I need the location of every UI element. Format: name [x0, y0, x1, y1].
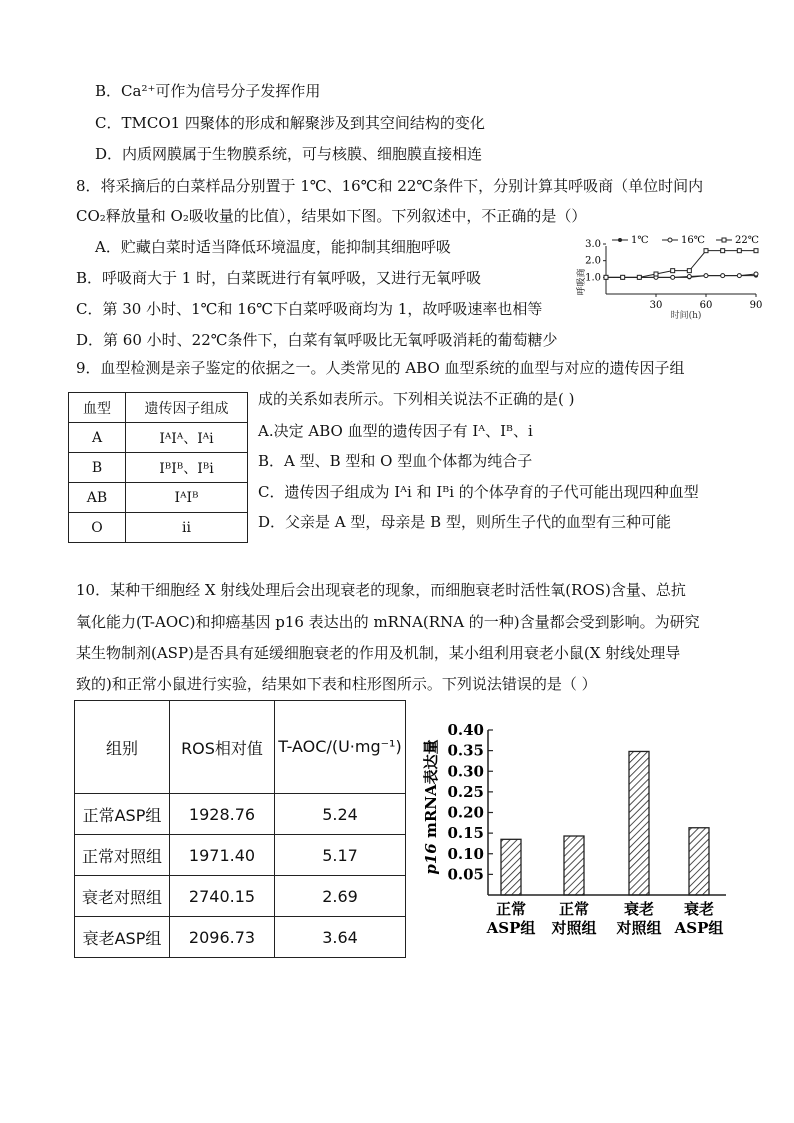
- q9-option-a: A.决定 ABO 血型的遗传因子有 Iᴬ、Iᴮ、i: [258, 422, 533, 440]
- respiratory-quotient-chart: [570, 232, 770, 324]
- table-cell: 正常ASP组: [75, 794, 170, 835]
- q7-option-b: B．Ca²⁺可作为信号分子发挥作用: [95, 82, 321, 100]
- p16-bar: [501, 839, 521, 895]
- q10-stem-line4: 致的)和正常小鼠进行实验，结果如下表和柱形图所示。下列说法错误的是（ ）: [76, 675, 597, 693]
- q9-option-b: B．A 型、B 型和 O 型血个体都为纯合子: [258, 452, 533, 470]
- p16-y-tick-label: 0.10: [447, 844, 484, 863]
- q8-option-d: D．第 60 小时、22℃条件下，白菜有氧呼吸比无氧呼吸消耗的葡萄糖少: [76, 331, 558, 349]
- table-row: [69, 483, 248, 513]
- rq-point: [654, 272, 658, 276]
- rq-point: [737, 274, 741, 278]
- table-cell: 1971.40: [170, 835, 275, 876]
- table-header-row: [69, 393, 248, 423]
- p16-y-tick-label: 0.40: [447, 721, 484, 739]
- rq-point: [604, 275, 608, 279]
- rq-point: [704, 249, 708, 253]
- p16-y-tick-label: 0.05: [447, 865, 484, 884]
- p16-y-tick-label: 0.25: [447, 782, 484, 801]
- table-cell: 5.17: [275, 835, 406, 876]
- table-cell: 2.69: [275, 876, 406, 917]
- rq-y-tick-label: 1.0: [585, 272, 601, 284]
- p16-y-tick-label: 0.20: [447, 803, 484, 822]
- rq-point: [754, 249, 758, 253]
- rq-legend-label: 1℃: [631, 235, 649, 246]
- rq-point: [721, 274, 725, 278]
- table-cell: 5.24: [275, 794, 406, 835]
- rq-point: [637, 275, 641, 279]
- p16-category-label: 衰老 ASP组: [674, 900, 724, 937]
- p16-category-label: 正常 ASP组: [486, 900, 536, 937]
- q10-stem-line3: 某生物制剂(ASP)是否具有延缓细胞衰老的作用及机制，某小组利用衰老小鼠(X 射线处理导: [76, 644, 681, 662]
- table-cell: 2740.15: [170, 876, 275, 917]
- table-cell: IᴬIᴮ: [126, 483, 248, 513]
- table-header-cell: ROS相对值: [170, 701, 275, 794]
- q8-stem-line2: CO₂释放量和 O₂吸收量的比值），结果如下图。下列叙述中，不正确的是（）: [76, 207, 587, 225]
- rq-y-tick-label: 2.0: [585, 255, 601, 267]
- table-cell: O: [69, 513, 126, 543]
- p16-category-label: 正常对照组: [551, 900, 597, 937]
- rq-point: [671, 275, 675, 279]
- q10-stem-line2: 氧化能力(T-AOC)和抑癌基因 p16 表达出的 mRNA(RNA 的一种)含量都会受到影响。为研究: [76, 613, 700, 631]
- q7-option-c: C．TMCO1 四聚体的形成和解聚涉及到其空间结构的变化: [95, 114, 485, 132]
- rq-point: [687, 269, 691, 273]
- rq-y-tick-label: 3.0: [585, 239, 601, 250]
- table-cell: ii: [126, 513, 248, 543]
- p16-y-tick-label: 0.35: [447, 741, 484, 760]
- p16-bar: [564, 836, 584, 895]
- rq-x-tick-label: 90: [749, 300, 763, 311]
- table-cell: A: [69, 423, 126, 453]
- table-row: [75, 794, 406, 835]
- p16-y-tick-label: 0.15: [447, 824, 484, 843]
- table-header-row: [75, 701, 406, 794]
- q9-option-d: D．父亲是 A 型，母亲是 B 型，则所生子代的血型有三种可能: [258, 513, 671, 531]
- rq-point: [737, 249, 741, 253]
- rq-point: [621, 275, 625, 279]
- rq-point: [687, 275, 691, 279]
- rq-legend-marker: [618, 238, 622, 242]
- table-row: [69, 513, 248, 543]
- table-cell: 3.64: [275, 917, 406, 958]
- q7-option-d: D．内质网膜属于生物膜系统，可与核膜、细胞膜直接相连: [95, 145, 483, 163]
- rq-x-tick-label: 30: [649, 300, 663, 311]
- q8-option-b: B．呼吸商大于 1 时，白菜既进行有氧呼吸，又进行无氧呼吸: [76, 269, 482, 287]
- q8-option-c: C．第 30 小时、1℃和 16℃下白菜呼吸商均为 1，故呼吸速率也相等: [76, 300, 543, 318]
- rq-point: [671, 269, 675, 273]
- rq-point: [754, 272, 758, 276]
- table-header-cell: T-AOC/(U·mg⁻¹): [275, 701, 406, 794]
- table-cell: 1928.76: [170, 794, 275, 835]
- rq-legend-label: 22℃: [735, 235, 759, 246]
- rq-series-line-2: [606, 251, 756, 278]
- rq-point: [721, 249, 725, 253]
- p16-bar: [689, 828, 709, 895]
- p16-bar: [629, 751, 649, 895]
- rq-legend-label: 16℃: [681, 235, 705, 246]
- table-header-cell: 组别: [75, 701, 170, 794]
- table-row: [69, 453, 248, 483]
- table-cell: IᴬIᴬ、Iᴬi: [126, 423, 248, 453]
- q8-stem-line1: 8．将采摘后的白菜样品分别置于 1℃、16℃和 22℃条件下，分别计算其呼吸商（单位时间内: [76, 177, 704, 195]
- table-cell: B: [69, 453, 126, 483]
- table-row: [75, 835, 406, 876]
- rq-x-tick-label: 60: [699, 300, 713, 311]
- p16-mrna-bar-chart: [418, 712, 738, 947]
- table-cell: 正常对照组: [75, 835, 170, 876]
- p16-y-label: p16 mRNA表达量: [422, 739, 440, 875]
- table-header-cell: 遗传因子组成: [126, 393, 248, 423]
- q9-stem-line1: 9．血型检测是亲子鉴定的依据之一。人类常见的 ABO 血型系统的血型与对应的遗传因子组: [76, 359, 685, 377]
- rq-y-label: 呼吸商: [577, 268, 587, 296]
- p16-y-tick-label: 0.30: [447, 762, 484, 781]
- table-row: [69, 423, 248, 453]
- table-row: [75, 917, 406, 958]
- table-cell: 2096.73: [170, 917, 275, 958]
- rq-point: [704, 274, 708, 278]
- table-cell: IᴮIᴮ、Iᴮi: [126, 453, 248, 483]
- rq-legend-marker: [722, 238, 726, 242]
- table-cell: 衰老ASP组: [75, 917, 170, 958]
- p16-category-label: 衰老对照组: [616, 900, 662, 937]
- table-cell: AB: [69, 483, 126, 513]
- rq-x-label: 时间(h): [670, 311, 702, 321]
- q9-stem-line2: 成的关系如表所示。下列相关说法不正确的是( ): [258, 390, 575, 408]
- table-header-cell: 血型: [69, 393, 126, 423]
- q9-option-c: C．遗传因子组成为 Iᴬi 和 Iᴮi 的个体孕育的子代可能出现四种血型: [258, 483, 699, 501]
- q10-stem-line1: 10．某种干细胞经 X 射线处理后会出现衰老的现象，而细胞衰老时活性氧(ROS)含量、总抗: [76, 581, 686, 599]
- abo-blood-table: [68, 392, 248, 543]
- q8-option-a: A．贮藏白菜时适当降低环境温度，能抑制其细胞呼吸: [95, 238, 451, 256]
- asp-experiment-table: [74, 700, 406, 958]
- rq-legend-marker: [668, 238, 672, 242]
- table-cell: 衰老对照组: [75, 876, 170, 917]
- table-row: [75, 876, 406, 917]
